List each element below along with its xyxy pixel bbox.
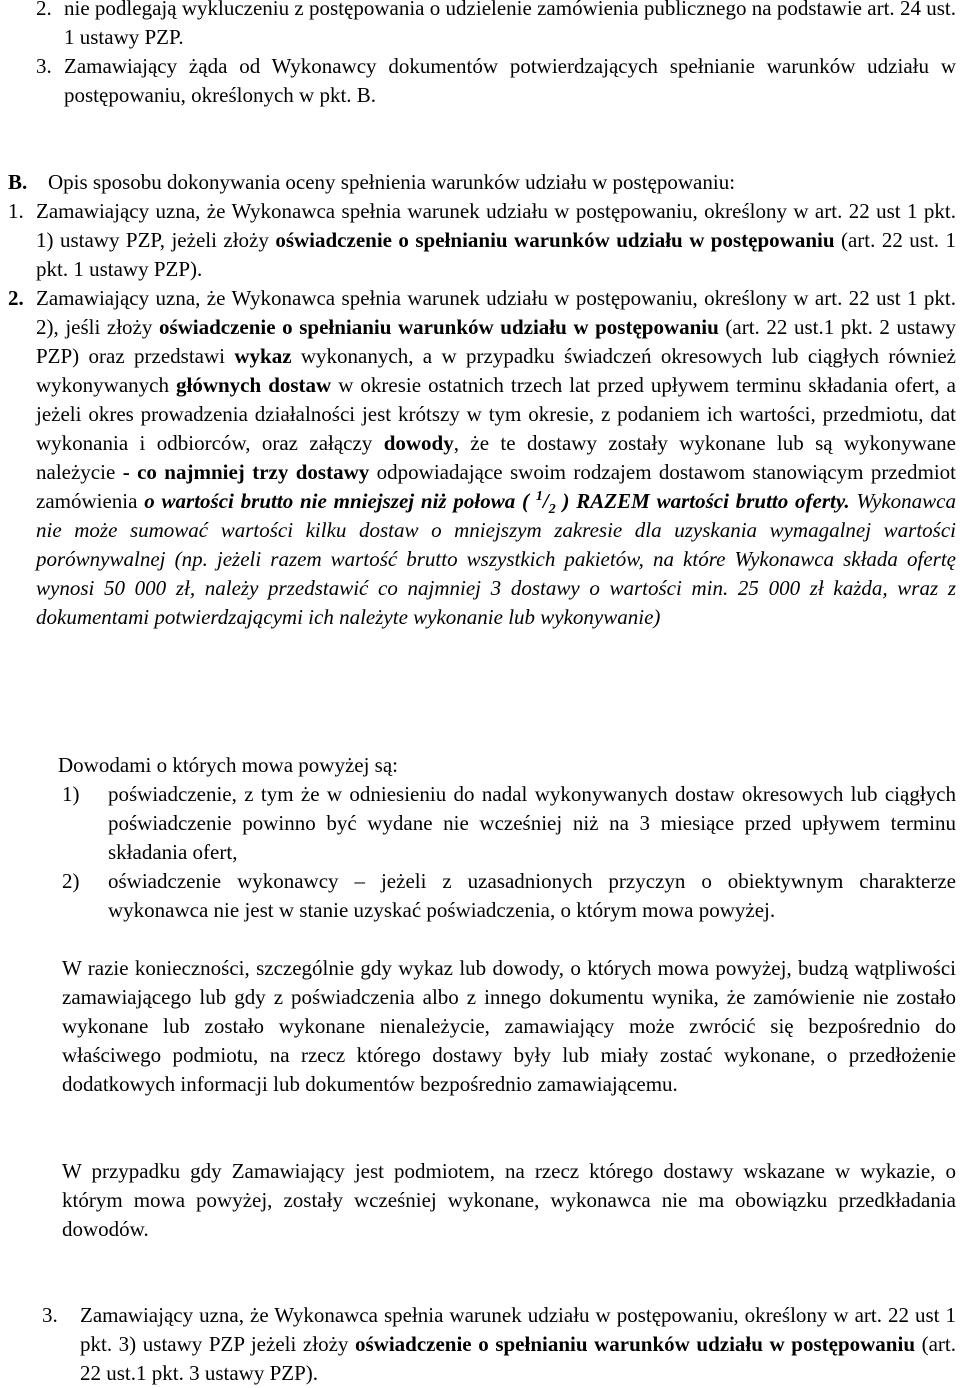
proof-item: oświadczenie wykonawcy – jeżeli z uzasadnionych przyczyn o obiektywnym charakterze wykonawca nie jest w stanie uzyskać poświadczenia, o którym mowa powyżej. [108,869,956,922]
list-number: 3. [36,54,52,78]
proof-item: poświadczenie, z tym że w odniesieniu do nadal wykonywanych dostaw okresowych lub ciągłych poświadczenie powinno być wydane nie wcześniej niż na 3 miesiące przed upływem terminu składania ofert, [108,782,956,864]
proofs-intro: Dowodami o których mowa powyżej są: [58,753,399,777]
item-2-paragraph: Zamawiający uzna, że Wykonawca spełnia warunek udziału w postępowaniu, określony w art. 22 ust 1 pkt. 2), jeśli złoży oświadczenie o spełnianiu warunków udziału w postępowaniu (art. 22 ust.1 pkt. 2 ustawy PZP) oraz przedstawi wykaz wykonanych, a w przypadku świadczeń okresowych lub ciągłych również wykonywanych głównych dostaw w okresie ostatnich trzech lat przed upływem terminu składania ofert, a jeżeli okres prowadzenia działalności jest krótszy w tym okresie, z podaniem ich wartości, przedmiotu, dat wykonania i odbiorców, oraz załączy dowody, że te dostawy zostały wykonane lub są wykonywane należycie - co najmniej trzy dostawy odpowiadające swoim rodzajem dostawom stanowiącym przedmiot zamówienia o wartości brutto nie mniejszej niż połowa ( $^1/_2$ ) RAZEM wartości brutto oferty. Wykonawca nie może sumować wartości kilku dostaw o mniejszym zakresie dla uzyskania wymagalnej wartości porównywalnej (np. jeżeli razem wartość brutto wszystkich pakietów, na które Wykonawca składa ofertę wynosi 50 000 zł, należy przedstawić co najmniej 3 dostawy o wartości min. 25 000 zł każda, wraz z dokumentami potwierdzającymi ich należyte wykonanie lub wykonywanie) [36,286,957,629]
proofs-paragraph: W razie konieczności, szczególnie gdy wykaz lub dowody, o których mowa powyżej, budzą wątpliwości zamawiającego lub gdy z poświadczenia albo z innego dokumentu wynika, że zamówienie nie zostało wykonane lub zostało wykonane nienależycie, zamawiający może zwrócić się bezpośrednio do właściwego podmiotu, na rzecz którego dostawy były lub miały zostać wykonane, o przedłożenie dodatkowych informacji lub dokumentów bezpośrednio zamawiającemu. [62,956,956,1096]
list-item: nie podlegają wykluczeniu z postępowania o udzielenie zamówienia publicznego na podstawie art. 24 ust. 1 ustawy PZP. [64,0,956,49]
proofs-paragraph: W przypadku gdy Zamawiający jest podmiotem, na rzecz którego dostawy wskazane w wykazie, o którym mowa powyżej, zostały wcześniej wykonane, wykonawca nie ma obowiązku przedkładania dowodów. [62,1159,956,1241]
item-3-paragraph: Zamawiający uzna, że Wykonawca spełnia warunek udziału w postępowaniu, określony w art. 22 ust 1 pkt. 3) ustawy PZP jeżeli złoży oświadczenie o spełnianiu warunków udziału w postępowaniu (art. 22 ust.1 pkt. 3 ustawy PZP). [80,1303,956,1385]
list-number: 3. [42,1303,58,1327]
list-number: 2. [8,286,24,310]
section-label: B. [8,170,28,194]
section-title: Opis sposobu dokonywania oceny spełnienia warunków udziału w postępowaniu: [48,170,736,194]
list-number: 2) [62,869,80,893]
list-item: Zamawiający żąda od Wykonawcy dokumentów potwierdzających spełnianie warunków udziału w postępowaniu, określonych w pkt. B. [64,54,956,107]
list-number: 1) [62,782,80,806]
list-number: 1. [8,199,24,223]
list-number: 2. [36,0,52,20]
item-1-paragraph: Zamawiający uzna, że Wykonawca spełnia warunek udziału w postępowaniu, określony w art. 22 ust 1 pkt. 1) ustawy PZP, jeżeli złoży oświadczenie o spełnianiu warunków udziału w postępowaniu (art. 22 ust. 1 pkt. 1 ustawy PZP). [36,199,956,281]
